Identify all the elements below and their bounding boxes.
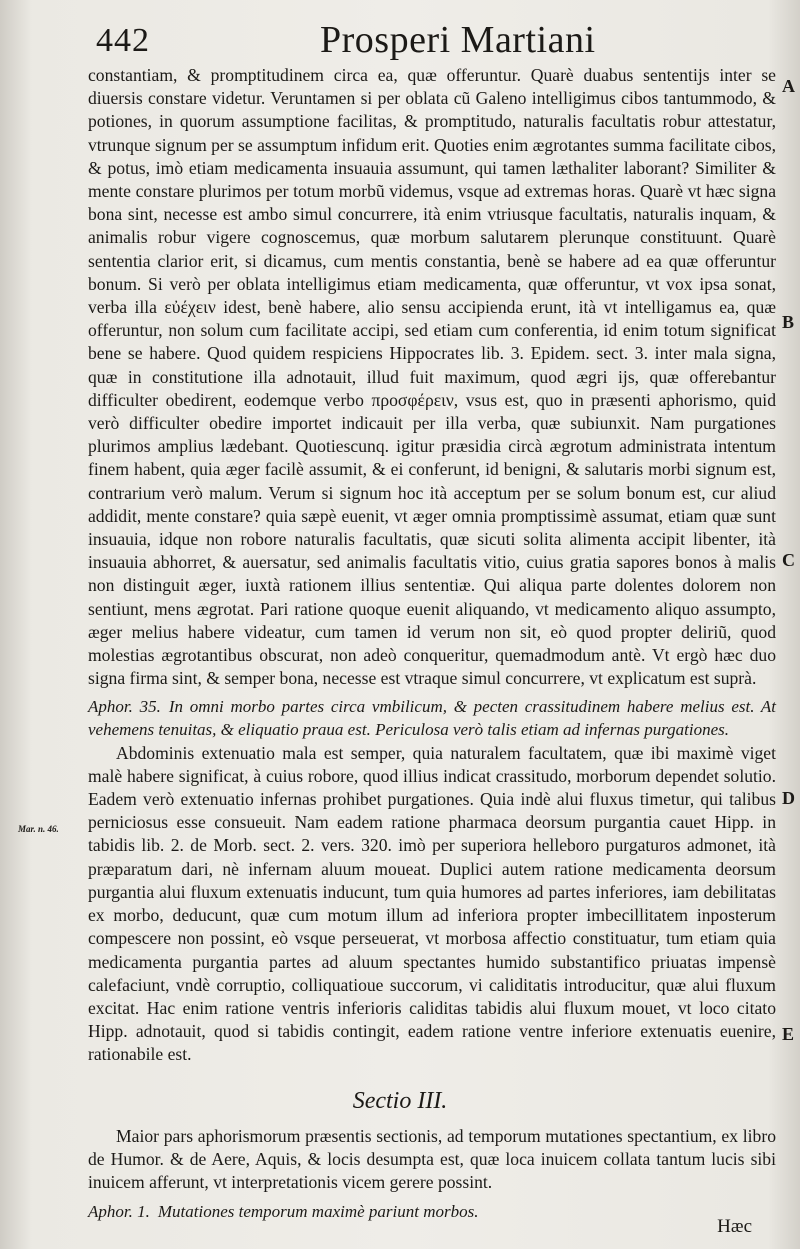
commentary-paragraph: Abdominis extenuatio mala est semper, quia naturalem facultatem, quæ ibi maximè viget malè habere significat, à cuius robore, quod illius indicat crassitudo, morborum dependet solutio. Eadem verò extenuatio infernas prohibet purgationes. Quia indè alui fluxus timetur, qui talibus perniciosus esse consueuit. Nam eadem ratione pharmaca deorsum purgantia cauet Hipp. in tabidis lib. 2. de Morb. sect. 2. vers. 320. imò per superiora helleboro purgaturos admonet, ità præparatum dari, nè infernam aluum moueat. Duplici autem ratione medicamenta deorsum purgantia alui fluxum extenuatis inducunt, tum quia humores ad partes inferiores, iam debilitatas ex morbo, deducunt, quæ cum motum illum ad inferiora propter imbecillitatem inposterum compescere non possint, eò vsque perseuerat, vt morbosa affectio constituatur, tum etiam quia medicamenta purgantia partes ad aluum spectantes humido substantifico priuatas impensè calefaciunt, vndè corruptio, colliquatioue succorum, vi caliditatis introducitur, quæ alui fluxum excitat. Hac enim ratione ventris inferioris caliditas tabidis alui fluxum mouet, vt loco citato Hipp. adnotauit, quod si tabidis contingit, eadem ratione ventre inferiore extenuatis euenire, rationabile est. (88, 742, 776, 1065)
margin-letter-a: A (782, 76, 795, 96)
section-text (88, 1125, 776, 1223)
section-intro: Maior pars aphorismorum præsentis sectionis, ad temporum mutationes spectantium, ex libro de Humor. & de Aere, Aquis, & locis desumpta est, quæ loca inuicem collata tantum lucis sibi inuicem afferunt, vt interpretationis vicem gerere possint. (88, 1126, 776, 1193)
page-number: 442 (96, 22, 150, 59)
section-heading: Sectio III. (352, 1088, 448, 1114)
margin-letter-c: C (782, 550, 795, 570)
marginal-reference: Mar. n. 46. (18, 824, 59, 834)
running-title: Prosperi Martiani (320, 19, 596, 61)
margin-letter-d: D (782, 788, 795, 808)
aphorism-number: Aphor. 1. (88, 1201, 150, 1221)
main-text (88, 64, 776, 1067)
aphorism-text: In omni morbo partes circa vmbilicum, & pecten crassitudinem habere melius est. At vehemens tenuitas, & eliquatio praua est. Periculosa verò talis etiam ad infernas purgationes. (88, 697, 776, 740)
margin-letter-e: E (782, 1024, 795, 1044)
aphorism-number: Aphor. 35. (88, 697, 161, 717)
aphorism-1 (88, 1201, 776, 1224)
margin-letter-b: B (782, 312, 795, 332)
aphorism-35 (88, 696, 776, 741)
page-header (90, 12, 790, 62)
aphorism-text: Mutationes temporum maximè pariunt morbos. (157, 1201, 479, 1221)
catchword: Hæc (717, 1216, 752, 1237)
commentary-paragraph: constantiam, & promptitudinem circa ea, quæ offeruntur. Quarè duabus sententijs inter se diuersis constare videtur. Veruntamen si per oblata cũ Galeno intelligimus cibos tantummodo, & potiones, in quorum assumptione facilitas, & promptitudo, naturalis facultatis robur attestatur, vtrunque signum per se assumptum infidum erit. Quoties enim ægrotantes summa facilitate cibos, & potus, imò etiam medicamenta insuauia assumunt, qui tamen læthaliter laborant? Similiter & mente constare plurimos per totum morbũ videmus, vsque ad extremas horas. Quarè vt hæc signa bona sint, necesse est ambo simul concurrere, ità enim vtriusque facultatis, naturalis inquam, & animalis robur vigere cognoscemus, quæ morbum salutarem plerunque constituunt. Quarè sententia clarior erit, si dicamus, cum mentis constantia, benè se habere ad ea quæ offeruntur bonum. Si verò per oblata intelligimus etiam medicamenta, quæ offeruntur, vt vox ipsa sonat, verba illa εὐέχειν idest, benè habere, alio sensu accipienda erunt, ità vt intelligamus ea, quæ offeruntur, non solum cum facilitate accipi, sed etiam cum conferentia, id enim totum significat bene se habere. Quod quidem respiciens Hippocrates lib. 3. Epidem. sect. 3. inter mala signa, quæ in constitutione illa adnotauit, illud fuit maximum, quod ægri ijs, quæ offerebantur difficulter obedirent, eodemque verbo προσφέρειν, vsus est, quo in præsenti aphorismo, quid verò difficulter obedire importet indicauit per illa verba, quæ subiunxit. Nam purgationes plurimos amplius lædebant. Quotiescunq. igitur præsidia circà ægrotum administrata intentum finem habent, quia æger facilè assumit, & ei conferunt, id benigni, & salutaris morbi signum est, contrarium verò malum. Verum si signum hoc ità acceptum per se solum bonum est, cur aliud addidit, mente constare? quia sæpè euenit, vt æger omnia promptissimè assumat, etiam quæ sunt insuauia, idque non robore naturalis facultatis, quæ sicuti solita alimenta accipit libenter, ità insuauia abhorret, & auersatur, sed animalis facultatis vitio, cuius gratia sapores bonos à malis non distinguit æger, iuxtà rationem illius sententiæ. Qui aliqua parte dolentes dolorem non sentiunt, mens ægrotat. Pari ratione quoque euenit aliquando, vt medicamento aliquo assumpto, æger melius habere videatur, cum tamen id verum non sit, eò quod propter deliriũ, quod molestias ægrotantibus obscurat, non adeò conqueritur, quemadmodum antè. Vt ergò hæc duo signa firma sint, & semper bona, necesse est vtraque simul concurrere, vt explicatum est suprà. (88, 65, 776, 689)
